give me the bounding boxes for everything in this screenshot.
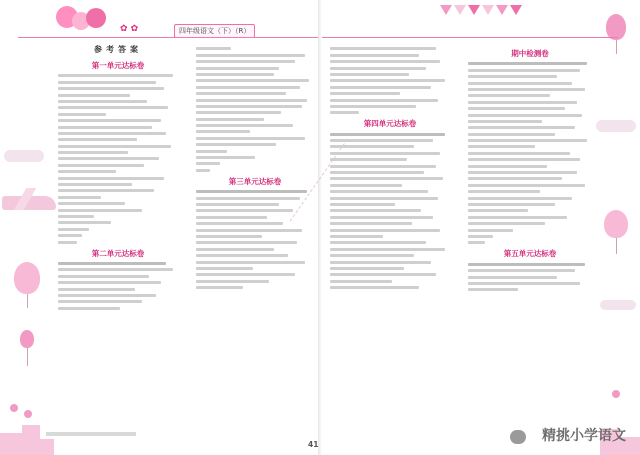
answer-line (58, 100, 147, 103)
answer-line (330, 177, 443, 180)
answer-line (468, 120, 542, 123)
answer-line (58, 196, 101, 199)
answer-line (196, 261, 305, 264)
answer-line (330, 47, 436, 50)
answer-line (196, 222, 283, 225)
answer-line (196, 286, 243, 289)
answer-line (196, 248, 274, 251)
answer-line (468, 158, 580, 161)
answer-line (468, 171, 577, 174)
answer-line (468, 241, 485, 244)
brand-logo (52, 2, 122, 40)
answer-line (330, 165, 436, 168)
answer-line (468, 229, 513, 232)
answer-line (468, 152, 570, 155)
answer-line (58, 132, 166, 135)
answers-column-3 (330, 44, 450, 292)
answer-line (468, 126, 575, 129)
answer-line (330, 73, 409, 76)
column-title: 参考答案 (94, 45, 142, 54)
answer-line (468, 107, 565, 110)
answer-line (468, 177, 562, 180)
balloon-string (616, 40, 617, 54)
answer-line (58, 228, 89, 231)
answer-line (468, 114, 582, 117)
answer-line (196, 216, 267, 219)
answer-line (330, 222, 412, 225)
answer-line (196, 150, 227, 153)
answer-line (58, 106, 168, 109)
answer-line (58, 307, 120, 310)
answer-line (330, 248, 445, 251)
section-heading: 期中检测卷 (511, 49, 549, 58)
balloon-decoration (20, 330, 34, 348)
answer-line (196, 203, 279, 206)
answer-line (330, 133, 445, 136)
answer-line (468, 216, 567, 219)
answer-line (58, 268, 173, 271)
answer-line (468, 69, 580, 72)
answer-line (196, 92, 286, 95)
answer-line (196, 105, 302, 108)
answer-line (330, 60, 440, 63)
cloud-decoration (4, 150, 44, 162)
answer-line (58, 234, 82, 237)
answer-line (58, 170, 116, 173)
answer-line (468, 263, 585, 266)
answer-line (330, 267, 404, 270)
answer-line (58, 281, 161, 284)
answer-line (330, 152, 440, 155)
answer-line (58, 221, 111, 224)
answer-line (330, 105, 416, 108)
answer-line (330, 235, 383, 238)
answer-line (468, 139, 587, 142)
answer-line (468, 133, 555, 136)
answer-line (330, 99, 438, 102)
answer-line (196, 137, 305, 140)
answer-line (196, 169, 210, 172)
answer-line (196, 67, 279, 70)
account-watermark: 精挑小学语文 (542, 428, 626, 444)
answer-line (330, 111, 359, 114)
balloon-string (616, 238, 617, 254)
answer-line (196, 162, 220, 165)
answer-line (58, 177, 164, 180)
flower-decoration (24, 410, 32, 418)
answer-line (196, 156, 255, 159)
balloon-string (27, 348, 28, 366)
footer-note (46, 432, 136, 436)
cloud-decoration (600, 300, 636, 310)
answer-line (58, 113, 106, 116)
answer-line (58, 215, 94, 218)
answer-line (196, 79, 309, 82)
wechat-icon (510, 430, 526, 444)
answer-line (196, 190, 307, 193)
answer-line (196, 99, 307, 102)
answer-line (196, 130, 250, 133)
answer-line (330, 261, 431, 264)
answer-line (468, 269, 575, 272)
section-heading: 第一单元达标卷 (91, 61, 145, 70)
answer-line (330, 171, 424, 174)
answer-line (330, 158, 407, 161)
answer-line (468, 288, 518, 291)
answer-line (330, 92, 400, 95)
answer-line (58, 262, 166, 265)
answers-column-1 (58, 44, 178, 313)
section-heading: 第四单元达标卷 (363, 119, 417, 129)
answer-line (196, 73, 274, 76)
answer-line (196, 254, 288, 257)
answer-line (196, 273, 295, 276)
section-heading: 第五单元达标卷 (503, 249, 557, 259)
building-shape (40, 439, 54, 455)
answer-line (468, 62, 587, 65)
answer-line (468, 190, 540, 193)
answer-line (330, 229, 440, 232)
answer-line (330, 79, 445, 82)
answer-line (196, 118, 264, 121)
answer-line (196, 111, 281, 114)
answer-line (468, 145, 535, 148)
answer-line (330, 254, 414, 257)
answer-line (468, 222, 545, 225)
answer-line (58, 138, 137, 141)
answer-line (468, 101, 577, 104)
answer-line (58, 294, 156, 297)
answer-line (58, 87, 164, 90)
answers-column-2 (196, 44, 314, 292)
answer-line (468, 94, 550, 97)
answer-line (330, 145, 414, 148)
cloud-decoration (596, 120, 636, 132)
answer-line (468, 184, 585, 187)
answer-line (196, 235, 262, 238)
answer-line (468, 165, 547, 168)
answer-line (196, 229, 302, 232)
flower-decoration (612, 390, 620, 398)
answer-line (330, 280, 392, 283)
answer-line (58, 202, 125, 205)
answer-line (58, 151, 128, 154)
page-number: 41 (308, 440, 319, 449)
answer-line (196, 280, 269, 283)
hot-air-balloon-decoration (14, 262, 40, 294)
answer-line (58, 145, 171, 148)
answer-line (330, 67, 426, 70)
answer-line (468, 82, 572, 85)
answer-line (330, 216, 433, 219)
answers-column-4 (468, 44, 592, 295)
answer-line (468, 88, 585, 91)
answer-line (468, 203, 555, 206)
answer-line (196, 241, 297, 244)
answer-line (330, 209, 421, 212)
answer-line (196, 47, 231, 50)
answer-line (196, 86, 300, 89)
answer-line (58, 126, 152, 129)
answer-line (468, 209, 528, 212)
answer-line (196, 197, 300, 200)
answer-line (330, 54, 419, 57)
answer-line (468, 235, 493, 238)
answer-line (330, 86, 431, 89)
answer-line (58, 275, 149, 278)
answer-line (58, 189, 154, 192)
answer-line (58, 157, 159, 160)
section-heading: 第二单元达标卷 (91, 248, 145, 258)
answer-line (58, 74, 173, 77)
answer-line (58, 94, 130, 97)
flower-decoration (10, 404, 18, 412)
book-spine (318, 0, 322, 455)
answer-line (468, 276, 557, 279)
section-heading: 第三单元达标卷 (228, 176, 282, 186)
hot-air-balloon-decoration (604, 210, 628, 238)
answer-line (196, 54, 305, 57)
brand-wordmark: ✿ ✿ (120, 24, 139, 34)
answer-line (58, 241, 77, 244)
answer-line (58, 300, 142, 303)
answer-line (58, 183, 132, 186)
answer-line (330, 184, 402, 187)
answer-line (330, 241, 426, 244)
balloon-string (27, 294, 28, 308)
building-shape (22, 425, 40, 455)
answer-line (196, 124, 293, 127)
bunting-decoration (440, 0, 524, 22)
answer-line (330, 203, 395, 206)
answer-line (58, 119, 161, 122)
answer-line (58, 164, 144, 167)
answer-line (330, 139, 433, 142)
answer-line (196, 143, 276, 146)
answer-line (468, 282, 580, 285)
page-title: 四年级语文（下）（R） (174, 24, 255, 38)
answer-line (196, 267, 253, 270)
answer-line (196, 209, 293, 212)
answer-line (330, 273, 436, 276)
answer-line (196, 60, 295, 63)
answer-line (468, 75, 557, 78)
answer-line (330, 197, 438, 200)
answer-line (330, 286, 419, 289)
answer-line (58, 81, 156, 84)
answer-line (58, 288, 135, 291)
answer-line (330, 190, 428, 193)
answer-line (468, 197, 572, 200)
answer-line (58, 209, 142, 212)
